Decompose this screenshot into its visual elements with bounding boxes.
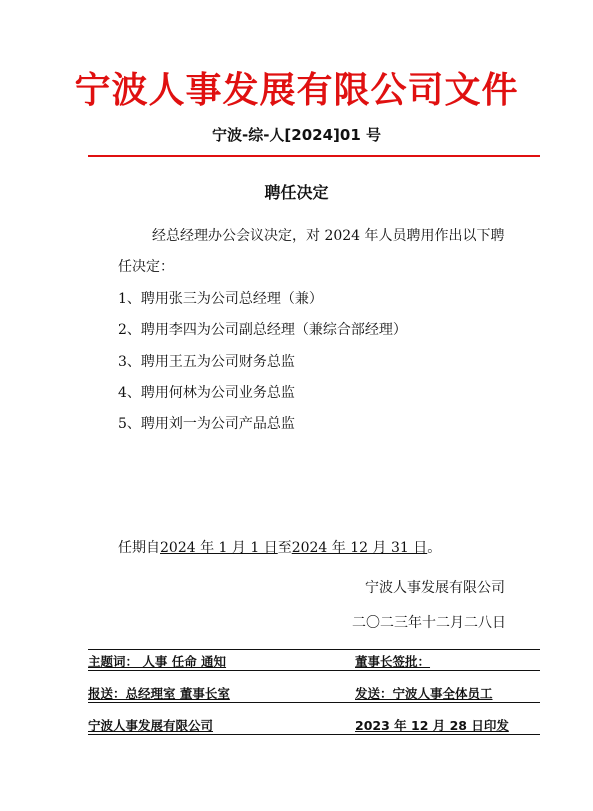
report-to: 报送：总经理室 董事长室 xyxy=(88,686,230,701)
signature-date: 二〇二三年十二月二八日 xyxy=(352,615,506,631)
term-mid: 至 xyxy=(277,540,292,556)
term-of-office xyxy=(118,538,441,558)
term-start-date: 2024 年 1 月 1 日 xyxy=(160,540,278,556)
document-number: 宁波-综-人[2024]01 号 xyxy=(211,126,381,144)
appointment-item-5: 5、聘用刘一为公司产品总监 xyxy=(118,416,295,432)
decision-title: 聘任决定 xyxy=(264,183,329,202)
signature-company: 宁波人事发展有限公司 xyxy=(365,580,505,596)
term-prefix: 任期自 xyxy=(118,540,160,556)
term-suffix: 。 xyxy=(427,540,442,556)
appointment-item-1: 1、聘用张三为公司总经理（兼） xyxy=(118,291,323,307)
footer-rule-3 xyxy=(88,702,540,703)
appointment-item-2: 2、聘用李四为公司副总经理（兼综合部经理） xyxy=(118,322,407,338)
footer-rule-top xyxy=(88,649,540,650)
appointment-item-3: 3、聘用王五为公司财务总监 xyxy=(118,354,295,370)
chairman-signoff: 董事长签批： xyxy=(355,654,431,669)
appointment-item-4: 4、聘用何林为公司业务总监 xyxy=(118,385,295,401)
issuing-company: 宁波人事发展有限公司 xyxy=(88,718,214,733)
intro-line-1: 经总经理办公会议决定，对 2024 年人员聘用作出以下聘 xyxy=(152,228,505,244)
send-to: 发送：宁波人事全体员工 xyxy=(355,686,493,701)
footer-rule-2 xyxy=(88,670,540,671)
issue-date: 2023 年 12 月 28 日印发 xyxy=(355,718,509,733)
document-header-title: 宁波人事发展有限公司文件 xyxy=(74,70,519,111)
intro-line-2: 任决定： xyxy=(118,259,174,275)
subject-keywords: 主题词： 人事 任命 通知 xyxy=(88,654,227,669)
footer-rule-bottom xyxy=(88,734,540,735)
term-end-date: 2024 年 12 月 31 日 xyxy=(291,540,428,556)
header-divider xyxy=(88,155,540,157)
